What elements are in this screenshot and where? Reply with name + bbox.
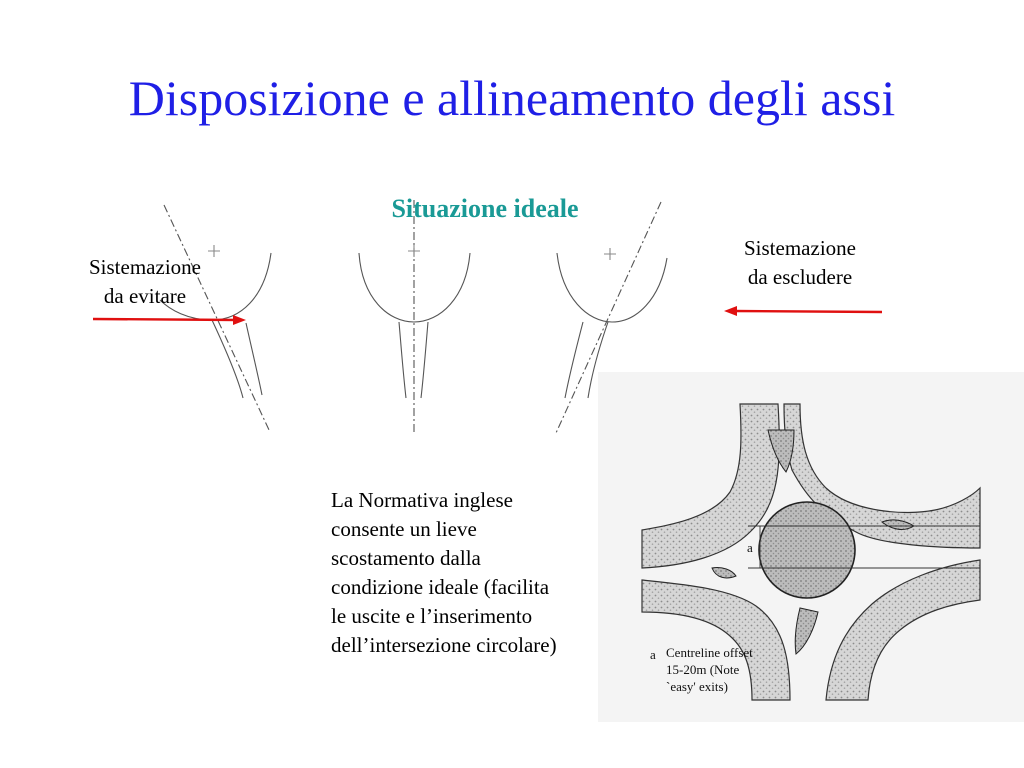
paragraph-line-2: consente un lieve — [331, 517, 477, 541]
label-avoid — [64, 253, 226, 311]
center-mark-ideal — [408, 245, 420, 257]
paragraph-line-1: La Normativa inglese — [331, 488, 513, 512]
label-exclude-line-1: Sistemazione — [744, 236, 856, 260]
slide-title: Disposizione e allineamento degli assi — [128, 70, 896, 126]
roundabout-figure — [598, 372, 1024, 722]
island-arc-exclude — [557, 253, 667, 322]
island-edge-avoid-2 — [246, 323, 262, 395]
island-edge-avoid-1 — [212, 320, 243, 398]
label-exclude-line-2: da escludere — [747, 265, 853, 289]
offset-note-line-2: 15-20m (Note — [666, 662, 740, 677]
island-edge-ideal-1 — [399, 322, 406, 398]
central-island — [759, 502, 855, 598]
island-edge-exclude-1 — [565, 322, 583, 398]
arrow-avoid — [93, 315, 246, 325]
paragraph-line-4: condizione ideale (facilita — [331, 575, 550, 599]
offset-note-line-3: `easy' exits) — [666, 679, 728, 694]
island-edge-ideal-2 — [421, 322, 428, 398]
subtitle-ideal: Situazione ideale — [391, 194, 579, 223]
uk-norm-paragraph — [331, 486, 641, 660]
schematic-ideal — [359, 200, 470, 432]
label-avoid-line-2: da evitare — [103, 284, 187, 308]
paragraph-line-3: scostamento dalla — [331, 546, 481, 570]
offset-label: a — [747, 540, 753, 555]
paragraph-line-5: le uscite e l’inserimento — [331, 604, 533, 628]
label-avoid-line-1: Sistemazione — [89, 255, 201, 279]
label-exclude — [714, 234, 886, 292]
offset-note-line-1: Centreline offset — [666, 645, 753, 660]
offset-note-marker: a — [650, 647, 656, 662]
center-mark-exclude — [604, 248, 616, 260]
arrow-exclude — [724, 306, 882, 316]
paragraph-line-6: dell’intersezione circolare) — [331, 633, 557, 657]
